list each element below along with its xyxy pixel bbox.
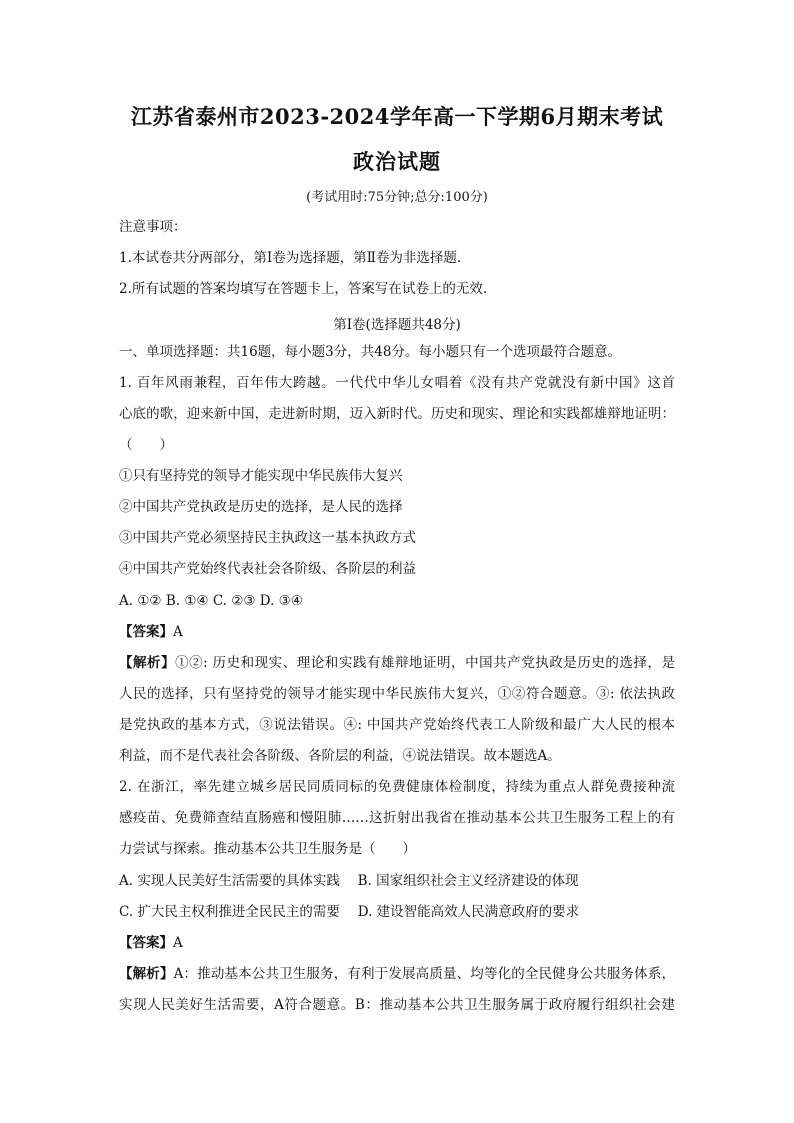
note-item: 2.所有试题的答案均填写在答题卡上，答案写在试卷上的无效.: [119, 281, 488, 297]
document-title: 江苏省泰州市2023-2024学年高一下学期6月期末考试: [130, 104, 664, 129]
question-1-stem-line: 1. 百年风雨兼程，百年伟大跨越。一代代中华儿女唱着《没有共产党就没有新中国》这首: [119, 375, 675, 391]
analysis-line: A：推动基本公共卫生服务，有利于发展高质量、均等化的全民健身公共服务体系，: [173, 966, 675, 982]
analysis-line: 是党执政的基本方式，③说法错误。④: 中国共产党始终代表工人阶级和最广大人民的根本: [119, 717, 675, 733]
analysis-label: 【解析】: [119, 655, 176, 671]
question-1-analysis: [119, 653, 675, 673]
document-subtitle: 政治试题: [353, 149, 441, 174]
question-1-statement: ①只有坚持党的领导才能实现中华民族伟大复兴: [119, 468, 403, 484]
answer-label: 【答案】: [119, 624, 173, 640]
question-1-statement: ②中国共产党执政是历史的选择，是人民的选择: [119, 499, 403, 515]
question-1-blank: （ ）: [119, 437, 173, 453]
answer-value: A: [173, 624, 183, 640]
analysis-line: 利益，而不是代表社会各阶级、各阶层的利益，④说法错误。故本题选A。: [119, 748, 561, 764]
question-1-statement: ③中国共产党必须坚持民主执政这一基本执政方式: [119, 530, 416, 546]
question-1-options: A. ①② B. ①④ C. ②③ D. ③④: [119, 593, 303, 609]
question-2-options: A. 实现人民美好生活需要的具体实践 B. 国家组织社会主义经济建设的体现: [119, 873, 579, 889]
notes-heading: 注意事项：: [119, 219, 187, 235]
analysis-line: ①②: 历史和现实、理论和实践有雄辩地证明，中国共产党执政是历史的选择，是: [175, 655, 676, 671]
section-intro: 一、单项选择题：共16题，每小题3分，共48分。每小题只有一个选项最符合题意。: [119, 344, 621, 360]
question-1-answer: [119, 622, 183, 642]
answer-value: A: [173, 935, 183, 951]
section-title: 第Ⅰ卷(选择题共48分): [333, 317, 461, 333]
question-2-stem-line: 力尝试与探索。推动基本公共卫生服务是（ ）: [119, 841, 416, 857]
question-2-options: C. 扩大民主权利推进全民民主的需要 D. 建设智能高效人民满意政府的要求: [119, 904, 580, 920]
question-2-stem-line: 感疫苗、免费筛查结直肠癌和慢阻肺……这折射出我省在推动基本公共卫生服务工程上的有: [119, 810, 675, 826]
answer-label: 【答案】: [119, 935, 173, 951]
analysis-label: 【解析】: [119, 966, 174, 982]
question-1-statement: ④中国共产党始终代表社会各阶级、各阶层的利益: [119, 561, 416, 577]
question-2-analysis: [119, 964, 675, 984]
note-item: 1.本试卷共分两部分，第Ⅰ卷为选择题，第Ⅱ卷为非选择题.: [119, 250, 462, 266]
question-2-stem-line: 2. 在浙江，率先建立城乡居民同质同标的免费健康体检制度，持续为重点人群免费接种流: [119, 779, 675, 795]
question-1-stem-line: 心底的歌，迎来新中国，走进新时期，迈入新时代。历史和现实、理论和实践都雄辩地证明：: [119, 406, 675, 422]
analysis-line: 实现人民美好生活需要，A符合题意。B：推动基本公共卫生服务属于政府履行组织社会建: [119, 997, 675, 1013]
exam-info: (考试用时:75分钟;总分:100分): [306, 190, 488, 205]
question-2-answer: [119, 933, 183, 953]
analysis-line: 人民的选择，只有坚持党的领导才能实现中华民族伟大复兴，①②符合题意。③: 依法执政: [119, 686, 675, 702]
